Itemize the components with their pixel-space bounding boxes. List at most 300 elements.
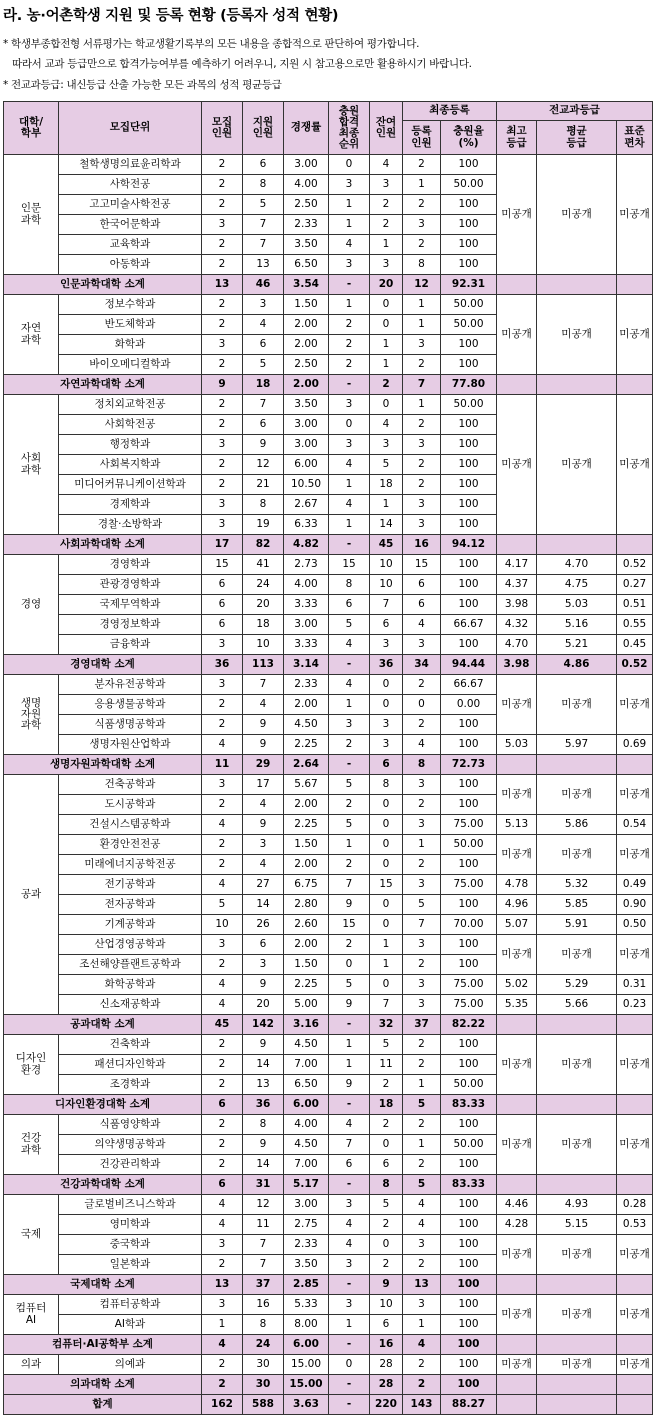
cell: 1 <box>370 495 403 515</box>
subtotal-cell: 100 <box>441 1275 497 1295</box>
cell: 3.00 <box>284 155 329 175</box>
cell: 2 <box>202 255 243 275</box>
cell: 100 <box>441 435 497 455</box>
header-ratio: 경쟁률 <box>284 102 329 155</box>
grade-cell: 4.93 <box>537 1195 617 1215</box>
grade-cell: 미공개 <box>617 935 653 975</box>
subtotal-cell: 6 <box>202 1095 243 1115</box>
cell: 9 <box>243 1135 284 1155</box>
cell: 50.00 <box>441 395 497 415</box>
cell: 1 <box>403 1315 441 1335</box>
table-row <box>4 1235 653 1255</box>
grade-cell: 4.96 <box>497 895 537 915</box>
subtotal-cell <box>537 1275 617 1295</box>
cell: 3 <box>403 635 441 655</box>
grade-cell: 미공개 <box>537 395 617 535</box>
cell: 2 <box>403 455 441 475</box>
cell: 3 <box>202 335 243 355</box>
cell: 2 <box>403 415 441 435</box>
grade-cell: 5.15 <box>537 1215 617 1235</box>
subtotal-cell <box>537 1015 617 1035</box>
cell: 13 <box>243 255 284 275</box>
cell: 0 <box>370 695 403 715</box>
grade-cell: 미공개 <box>497 935 537 975</box>
cell: 2 <box>370 1115 403 1135</box>
subtotal-cell: - <box>329 1375 370 1395</box>
subtotal-cell: 34 <box>403 655 441 675</box>
grade-cell: 5.03 <box>497 735 537 755</box>
cell: 2.00 <box>284 795 329 815</box>
cell: 1 <box>370 935 403 955</box>
cell: 7 <box>370 595 403 615</box>
subtotal-cell: 16 <box>403 535 441 555</box>
cell: 6.75 <box>284 875 329 895</box>
subtotal-label: 공과대학 소계 <box>4 1015 202 1035</box>
grade-cell: 미공개 <box>537 1355 617 1375</box>
unit-name: 바이오메디컬학과 <box>59 355 202 375</box>
subtotal-cell: 15.00 <box>284 1375 329 1395</box>
unit-name: 정보수학과 <box>59 295 202 315</box>
cell: 0 <box>370 915 403 935</box>
unit-name: 패션디자인학과 <box>59 1055 202 1075</box>
grade-cell: 5.35 <box>497 995 537 1015</box>
cell: 3 <box>370 635 403 655</box>
cell: 75.00 <box>441 995 497 1015</box>
cell: 2 <box>403 1115 441 1135</box>
cell: 9 <box>329 995 370 1015</box>
cell: 1 <box>329 215 370 235</box>
table-header <box>4 102 653 155</box>
grade-cell: 3.98 <box>497 595 537 615</box>
cell: 13 <box>243 1075 284 1095</box>
cell: 0 <box>329 415 370 435</box>
subtotal-cell: 13 <box>202 1275 243 1295</box>
cell: 3.00 <box>284 415 329 435</box>
unit-name: 조선해양플랜트공학과 <box>59 955 202 975</box>
subtotal-cell <box>537 375 617 395</box>
unit-name: 한국어문학과 <box>59 215 202 235</box>
cell: 2 <box>403 1035 441 1055</box>
cell: 1 <box>403 175 441 195</box>
subtotal-cell: 3.14 <box>284 655 329 675</box>
cell: 1 <box>403 835 441 855</box>
cell: 2 <box>202 1115 243 1135</box>
grade-cell: 미공개 <box>497 775 537 815</box>
cell: 2 <box>202 1135 243 1155</box>
subtotal-cell: 18 <box>243 375 284 395</box>
unit-name: 사회학전공 <box>59 415 202 435</box>
subtotal-cell <box>617 1275 653 1295</box>
cell: 66.67 <box>441 675 497 695</box>
cell: 75.00 <box>441 815 497 835</box>
subtotal-cell: 4 <box>202 1335 243 1355</box>
cell: 2 <box>202 795 243 815</box>
grade-cell: 4.17 <box>497 555 537 575</box>
grade-cell: 4.75 <box>537 575 617 595</box>
cell: 4.00 <box>284 1115 329 1135</box>
grade-cell: 5.91 <box>537 915 617 935</box>
header-college: 대학/ 학부 <box>4 102 59 155</box>
cell: 5 <box>329 775 370 795</box>
table-row <box>4 875 653 895</box>
subtotal-cell <box>537 1375 617 1395</box>
cell: 7 <box>329 1135 370 1155</box>
cell: 3 <box>403 1235 441 1255</box>
table-row <box>4 835 653 855</box>
grade-cell: 0.51 <box>617 595 653 615</box>
subtotal-cell: 6 <box>370 755 403 775</box>
subtotal-row <box>4 1375 653 1395</box>
grade-cell: 0.69 <box>617 735 653 755</box>
cell: 11 <box>243 1215 284 1235</box>
cell: 100 <box>441 935 497 955</box>
cell: 2 <box>403 475 441 495</box>
total-cell: 220 <box>370 1395 403 1415</box>
cell: 1 <box>403 295 441 315</box>
cell: 4 <box>329 635 370 655</box>
subtotal-cell: - <box>329 755 370 775</box>
cell: 17 <box>243 775 284 795</box>
cell: 100 <box>441 1055 497 1075</box>
cell: 7 <box>243 215 284 235</box>
grade-cell: 미공개 <box>497 1035 537 1095</box>
subtotal-cell <box>497 1015 537 1035</box>
cell: 2 <box>403 195 441 215</box>
grade-cell: 4.70 <box>497 635 537 655</box>
total-cell: - <box>329 1395 370 1415</box>
cell: 4 <box>370 155 403 175</box>
cell: 100 <box>441 195 497 215</box>
total-cell: 162 <box>202 1395 243 1415</box>
subtotal-cell: 31 <box>243 1175 284 1195</box>
cell: 7 <box>329 875 370 895</box>
cell: 2 <box>202 155 243 175</box>
cell: 4 <box>202 1195 243 1215</box>
subtotal-row <box>4 275 653 295</box>
cell: 2 <box>202 955 243 975</box>
cell: 2 <box>329 935 370 955</box>
unit-name: 교육학과 <box>59 235 202 255</box>
cell: 4 <box>403 1195 441 1215</box>
cell: 3 <box>403 215 441 235</box>
grade-cell: 0.54 <box>617 815 653 835</box>
cell: 27 <box>243 875 284 895</box>
college-name: 의과 <box>4 1355 59 1375</box>
unit-name: 중국학과 <box>59 1235 202 1255</box>
cell: 8 <box>403 255 441 275</box>
subtotal-cell <box>537 1335 617 1355</box>
unit-name: 분자유전공학과 <box>59 675 202 695</box>
cell: 4 <box>329 495 370 515</box>
cell: 4 <box>202 1215 243 1235</box>
subtotal-row <box>4 375 653 395</box>
cell: 3.00 <box>284 435 329 455</box>
cell: 5 <box>243 195 284 215</box>
unit-name: 경영정보학과 <box>59 615 202 635</box>
unit-name: 화학과 <box>59 335 202 355</box>
subtotal-cell <box>497 1275 537 1295</box>
cell: 100 <box>441 355 497 375</box>
cell: 9 <box>243 975 284 995</box>
subtotal-cell: 8 <box>370 1175 403 1195</box>
cell: 3 <box>403 515 441 535</box>
cell: 2 <box>202 1255 243 1275</box>
cell: 8 <box>329 575 370 595</box>
subtotal-cell: 18 <box>370 1095 403 1115</box>
cell: 15 <box>403 555 441 575</box>
unit-name: 사학전공 <box>59 175 202 195</box>
cell: 100 <box>441 735 497 755</box>
subtotal-cell: - <box>329 275 370 295</box>
subtotal-cell <box>497 1175 537 1195</box>
cell: 8 <box>243 175 284 195</box>
cell: 50.00 <box>441 175 497 195</box>
subtotal-label: 자연과학대학 소계 <box>4 375 202 395</box>
cell: 10 <box>202 915 243 935</box>
subtotal-row <box>4 755 653 775</box>
subtotal-cell: 3.98 <box>497 655 537 675</box>
table-row <box>4 1035 653 1055</box>
cell: 2 <box>329 315 370 335</box>
unit-name: 건축공학과 <box>59 775 202 795</box>
table-row <box>4 595 653 615</box>
grade-cell: 미공개 <box>617 395 653 535</box>
college-name: 인문 과학 <box>4 155 59 275</box>
cell: 4 <box>329 1215 370 1235</box>
table-body <box>4 155 653 1415</box>
grade-cell: 0.45 <box>617 635 653 655</box>
header-best: 최고 등급 <box>497 121 537 155</box>
cell: 3.00 <box>284 1195 329 1215</box>
unit-name: 영미학과 <box>59 1215 202 1235</box>
subtotal-cell: - <box>329 1175 370 1195</box>
unit-name: 산업경영공학과 <box>59 935 202 955</box>
subtotal-cell: 113 <box>243 655 284 675</box>
college-name: 국제 <box>4 1195 59 1275</box>
cell: 1 <box>329 475 370 495</box>
header-fill-rate: 충원율 (%) <box>441 121 497 155</box>
grade-cell: 미공개 <box>497 675 537 735</box>
cell: 2.50 <box>284 355 329 375</box>
cell: 6.00 <box>284 455 329 475</box>
cell: 5 <box>403 895 441 915</box>
subtotal-cell: 72.73 <box>441 755 497 775</box>
cell: 2 <box>403 235 441 255</box>
subtotal-label: 경영대학 소계 <box>4 655 202 675</box>
table-row <box>4 995 653 1015</box>
cell: 1 <box>329 1035 370 1055</box>
grade-cell: 미공개 <box>617 1355 653 1375</box>
grade-cell: 0.50 <box>617 915 653 935</box>
grade-cell: 5.32 <box>537 875 617 895</box>
note-2: 따라서 교과 등급만으로 합격가능여부를 예측하기 어려우니, 지원 시 참고용으로만 활용하시기 바랍니다. <box>12 58 472 70</box>
grade-cell: 0.28 <box>617 1195 653 1215</box>
grade-cell: 5.07 <box>497 915 537 935</box>
subtotal-cell: 2.00 <box>284 375 329 395</box>
subtotal-label: 사회과학대학 소계 <box>4 535 202 555</box>
cell: 2.25 <box>284 975 329 995</box>
cell: 2 <box>202 1035 243 1055</box>
cell: 1 <box>329 295 370 315</box>
unit-name: 응용생물공학과 <box>59 695 202 715</box>
cell: 8.00 <box>284 1315 329 1335</box>
cell: 4 <box>202 875 243 895</box>
college-name: 디자인 환경 <box>4 1035 59 1095</box>
total-cell <box>537 1395 617 1415</box>
cell: 1 <box>403 1075 441 1095</box>
grade-cell: 미공개 <box>497 1355 537 1375</box>
grade-cell: 0.55 <box>617 615 653 635</box>
total-cell: 143 <box>403 1395 441 1415</box>
cell: 2 <box>370 1075 403 1095</box>
subtotal-cell <box>617 755 653 775</box>
cell: 100 <box>441 715 497 735</box>
cell: 0 <box>370 895 403 915</box>
cell: 4.50 <box>284 715 329 735</box>
subtotal-cell <box>617 1335 653 1355</box>
cell: 2 <box>403 955 441 975</box>
cell: 100 <box>441 415 497 435</box>
cell: 5 <box>329 975 370 995</box>
cell: 2 <box>403 1055 441 1075</box>
subtotal-cell: - <box>329 535 370 555</box>
grade-cell: 0.27 <box>617 575 653 595</box>
cell: 3 <box>329 1295 370 1315</box>
cell: 100 <box>441 635 497 655</box>
unit-name: 미래에너지공학전공 <box>59 855 202 875</box>
cell: 7 <box>243 1255 284 1275</box>
cell: 100 <box>441 795 497 815</box>
subtotal-cell: 82.22 <box>441 1015 497 1035</box>
cell: 4 <box>329 455 370 475</box>
subtotal-cell: 37 <box>403 1015 441 1035</box>
cell: 50.00 <box>441 1075 497 1095</box>
cell: 2 <box>202 835 243 855</box>
unit-name: 의약생명공학과 <box>59 1135 202 1155</box>
cell: 2 <box>329 795 370 815</box>
cell: 3 <box>329 1255 370 1275</box>
unit-name: 사회복지학과 <box>59 455 202 475</box>
cell: 2 <box>403 1255 441 1275</box>
cell: 19 <box>243 515 284 535</box>
unit-name: 식품영양학과 <box>59 1115 202 1135</box>
cell: 2.25 <box>284 815 329 835</box>
cell: 0 <box>370 975 403 995</box>
subtotal-cell: 24 <box>243 1335 284 1355</box>
cell: 21 <box>243 475 284 495</box>
cell: 6 <box>202 595 243 615</box>
subtotal-cell: 4 <box>403 1335 441 1355</box>
subtotal-cell: 100 <box>441 1335 497 1355</box>
subtotal-cell <box>617 1175 653 1195</box>
subtotal-cell: 8 <box>403 755 441 775</box>
cell: 100 <box>441 155 497 175</box>
grade-cell: 미공개 <box>617 295 653 375</box>
college-name: 컴퓨터 AI <box>4 1295 59 1335</box>
subtotal-cell <box>497 1335 537 1355</box>
table-row <box>4 575 653 595</box>
cell: 2 <box>329 855 370 875</box>
cell: 9 <box>329 1075 370 1095</box>
cell: 50.00 <box>441 315 497 335</box>
cell: 3 <box>403 875 441 895</box>
unit-name: 국제무역학과 <box>59 595 202 615</box>
cell: 2 <box>202 355 243 375</box>
unit-name: 전기공학과 <box>59 875 202 895</box>
cell: 6 <box>370 1315 403 1335</box>
cell: 2 <box>403 715 441 735</box>
cell: 30 <box>243 1355 284 1375</box>
cell: 3 <box>403 975 441 995</box>
cell: 2.67 <box>284 495 329 515</box>
header-remaining: 잔여 인원 <box>370 102 403 155</box>
cell: 2 <box>202 1075 243 1095</box>
cell: 4 <box>370 415 403 435</box>
subtotal-cell <box>617 375 653 395</box>
cell: 3 <box>243 835 284 855</box>
table-row <box>4 675 653 695</box>
cell: 16 <box>243 1295 284 1315</box>
cell: 1 <box>403 395 441 415</box>
grade-cell: 5.29 <box>537 975 617 995</box>
unit-name: 아동학과 <box>59 255 202 275</box>
table-row <box>4 915 653 935</box>
subtotal-cell: - <box>329 1275 370 1295</box>
cell: 1 <box>370 355 403 375</box>
grade-cell: 미공개 <box>537 295 617 375</box>
cell: 2.75 <box>284 1215 329 1235</box>
grade-cell: 0.90 <box>617 895 653 915</box>
subtotal-row <box>4 1175 653 1195</box>
cell: 75.00 <box>441 975 497 995</box>
cell: 3 <box>370 735 403 755</box>
subtotal-row <box>4 1015 653 1035</box>
cell: 15 <box>329 915 370 935</box>
cell: 70.00 <box>441 915 497 935</box>
grade-cell: 5.13 <box>497 815 537 835</box>
cell: 7.00 <box>284 1155 329 1175</box>
cell: 100 <box>441 455 497 475</box>
cell: 0 <box>403 695 441 715</box>
grade-cell: 미공개 <box>617 1035 653 1095</box>
cell: 2.33 <box>284 215 329 235</box>
cell: 4 <box>329 1235 370 1255</box>
cell: 10 <box>370 575 403 595</box>
cell: 6 <box>243 335 284 355</box>
cell: 7 <box>243 1235 284 1255</box>
subtotal-cell: 2.64 <box>284 755 329 775</box>
subtotal-cell: 17 <box>202 535 243 555</box>
cell: 4 <box>243 695 284 715</box>
total-cell: 88.27 <box>441 1395 497 1415</box>
cell: 3 <box>403 495 441 515</box>
subtotal-cell: 94.12 <box>441 535 497 555</box>
subtotal-cell <box>537 755 617 775</box>
cell: 3 <box>329 175 370 195</box>
cell: 2 <box>202 1155 243 1175</box>
grade-cell: 5.86 <box>537 815 617 835</box>
subtotal-cell: 6 <box>202 1175 243 1195</box>
cell: 4 <box>403 615 441 635</box>
cell: 50.00 <box>441 295 497 315</box>
subtotal-label: 의과대학 소계 <box>4 1375 202 1395</box>
cell: 5 <box>370 1195 403 1215</box>
cell: 100 <box>441 1315 497 1335</box>
cell: 3 <box>202 675 243 695</box>
cell: 0 <box>370 675 403 695</box>
subtotal-cell: 4.82 <box>284 535 329 555</box>
grade-cell: 미공개 <box>617 1115 653 1175</box>
